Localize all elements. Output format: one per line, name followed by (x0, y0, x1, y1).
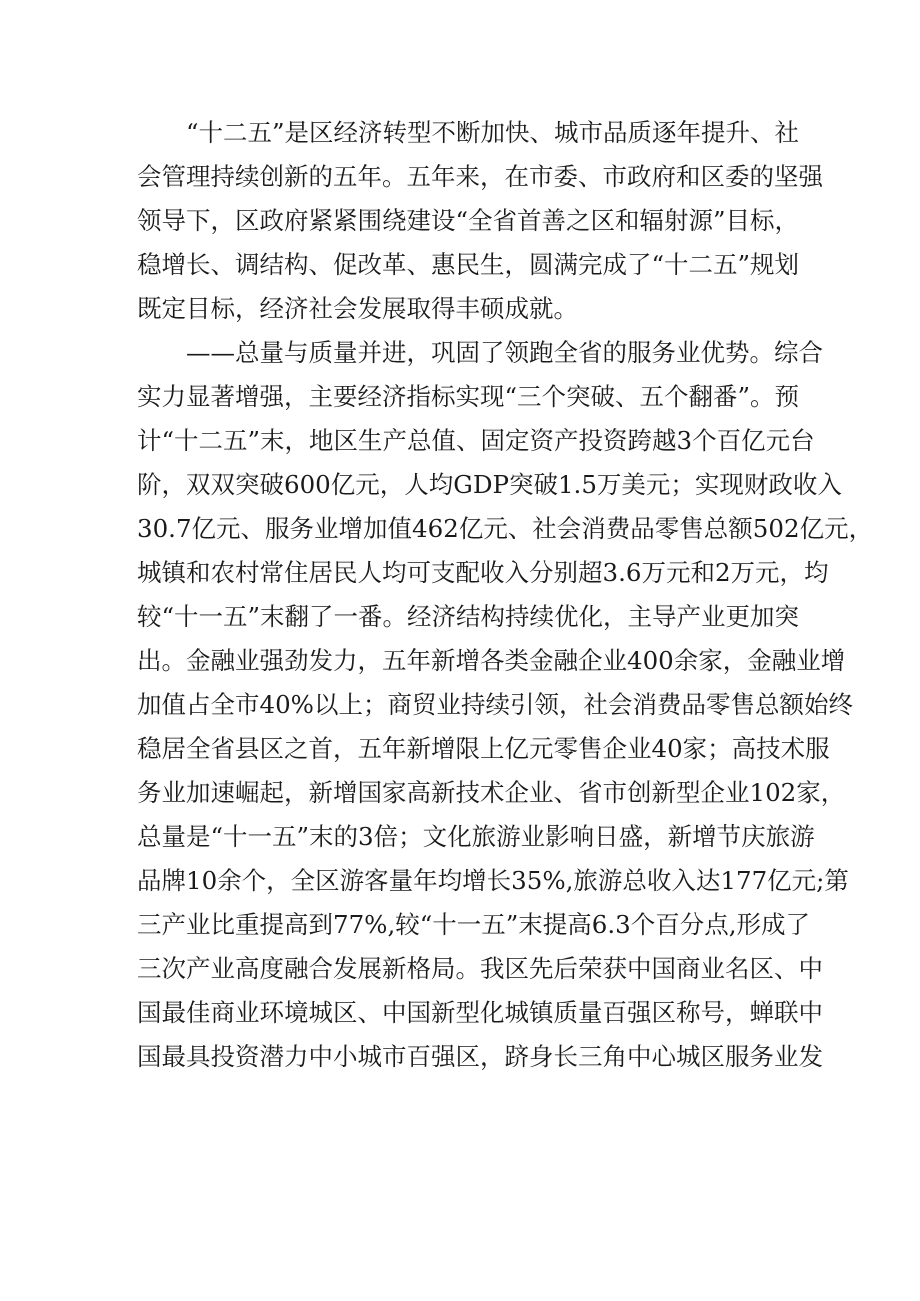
text-line: ——总量与质量并进，巩固了领跑全省的服务业优势。综合 (186, 338, 823, 367)
text-line: 三产业比重提高到77%,较“十一五”末提高6.3个百分点,形成了 (137, 910, 811, 939)
text-line: 既定目标，经济社会发展取得丰硕成就。 (137, 294, 578, 323)
text-line: 三次产业高度融合发展新格局。我区先后荣获中国商业名区、中 (137, 954, 823, 983)
text-line: 加值占全市40%以上；商贸业持续引领，社会消费品零售总额始终 (137, 690, 853, 719)
text-line: 30.7亿元、服务业增加值462亿元、社会消费品零售总额502亿元， (137, 514, 874, 543)
text-line: 出。金融业强劲发力，五年新增各类金融企业400余家，金融业增 (137, 646, 846, 675)
text-line: 实力显著增强，主要经济指标实现“三个突破、五个翻番”。预 (137, 382, 800, 411)
paragraph-2 (137, 331, 874, 1079)
text-line: 品牌10余个，全区游客量年均增长35%,旅游总收入达177亿元;第 (137, 866, 849, 895)
text-line: 国最佳商业环境城区、中国新型化城镇质量百强区称号，蝉联中 (137, 998, 823, 1027)
text-line: 务业加速崛起，新增国家高新技术企业、省市创新型企业102家， (137, 778, 846, 807)
text-line: 稳增长、调结构、促改革、惠民生，圆满完成了“十二五”规划 (137, 250, 800, 279)
text-line: 总量是“十一五”末的3倍；文化旅游业影响日盛，新增节庆旅游 (137, 822, 815, 851)
text-line: 计“十二五”末，地区生产总值、固定资产投资跨越3个百亿元台 (137, 426, 815, 455)
paragraph-1 (137, 111, 823, 331)
text-line: 会管理持续创新的五年。五年来，在市委、市政府和区委的坚强 (137, 162, 823, 191)
text-line: 阶，双双突破600亿元，人均GDP突破1.5万美元；实现财政收入 (137, 470, 842, 499)
text-line: 领导下，区政府紧紧围绕建设“全省首善之区和辐射源”目标， (137, 206, 800, 235)
text-line: 城镇和农村常住居民人均可支配收入分别超3.6万元和2万元，均 (137, 558, 829, 587)
text-line: 稳居全省县区之首，五年新增限上亿元零售企业40家；高技术服 (137, 734, 830, 763)
body-text (137, 111, 874, 1079)
text-line: “十二五”是区经济转型不断加快、城市品质逐年提升、社 (186, 118, 800, 147)
text-line: 较“十一五”末翻了一番。经济结构持续优化，主导产业更加突 (137, 602, 800, 631)
text-line: 国最具投资潜力中小城市百强区，跻身长三角中心城区服务业发 (137, 1042, 823, 1071)
